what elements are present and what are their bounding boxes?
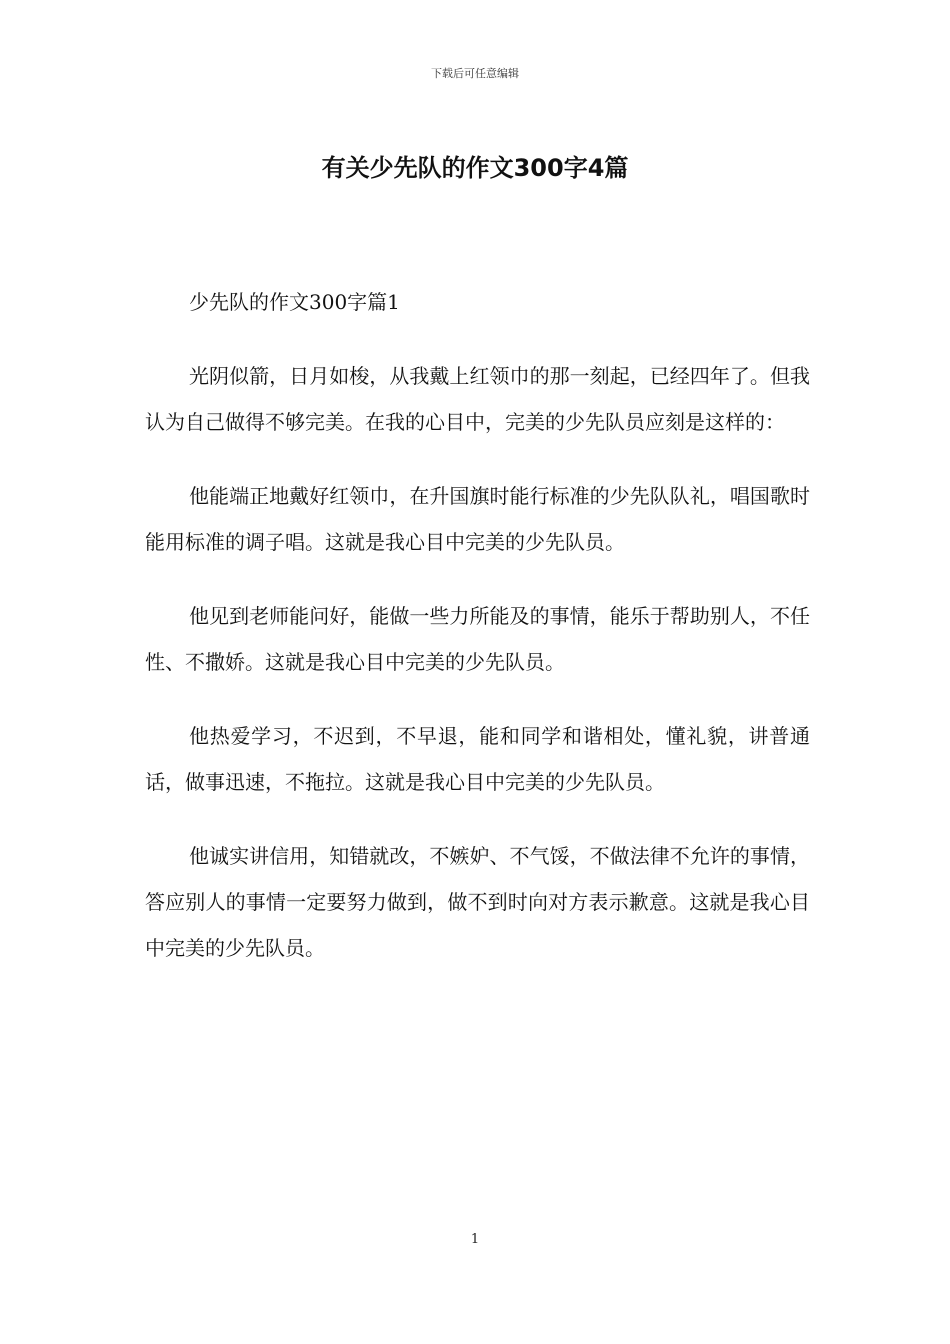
document-title: 有关少先队的作文300字4篇 bbox=[321, 154, 629, 182]
paragraph-4: 他热爱学习，不迟到，不早退，能和同学和谐相处，懂礼貌，讲普通话，做事迅速，不拖拉。这就是我心目中完美的少先队员。 bbox=[145, 724, 810, 794]
section-heading: 少先队的作文300字篇1 bbox=[189, 290, 400, 314]
paragraph-3: 他见到老师能问好，能做一些力所能及的事情，能乐于帮助别人，不任性、不撒娇。这就是我心目中完美的少先队员。 bbox=[145, 604, 810, 674]
page-header-note: 下载后可任意编辑 bbox=[431, 67, 519, 80]
document-body bbox=[145, 279, 810, 999]
paragraph-1: 光阴似箭，日月如梭，从我戴上红领巾的那一刻起，已经四年了。但我认为自己做得不够完美。在我的心目中，完美的少先队员应刻是这样的： bbox=[145, 364, 810, 434]
paragraph-2: 他能端正地戴好红领巾，在升国旗时能行标准的少先队队礼，唱国歌时能用标准的调子唱。这就是我心目中完美的少先队员。 bbox=[145, 484, 810, 554]
paragraph-5: 他诚实讲信用，知错就改，不嫉妒、不气馁，不做法律不允许的事情，答应别人的事情一定要努力做到，做不到时向对方表示歉意。这就是我心目中完美的少先队员。 bbox=[145, 844, 810, 960]
page-number: 1 bbox=[470, 1232, 480, 1247]
